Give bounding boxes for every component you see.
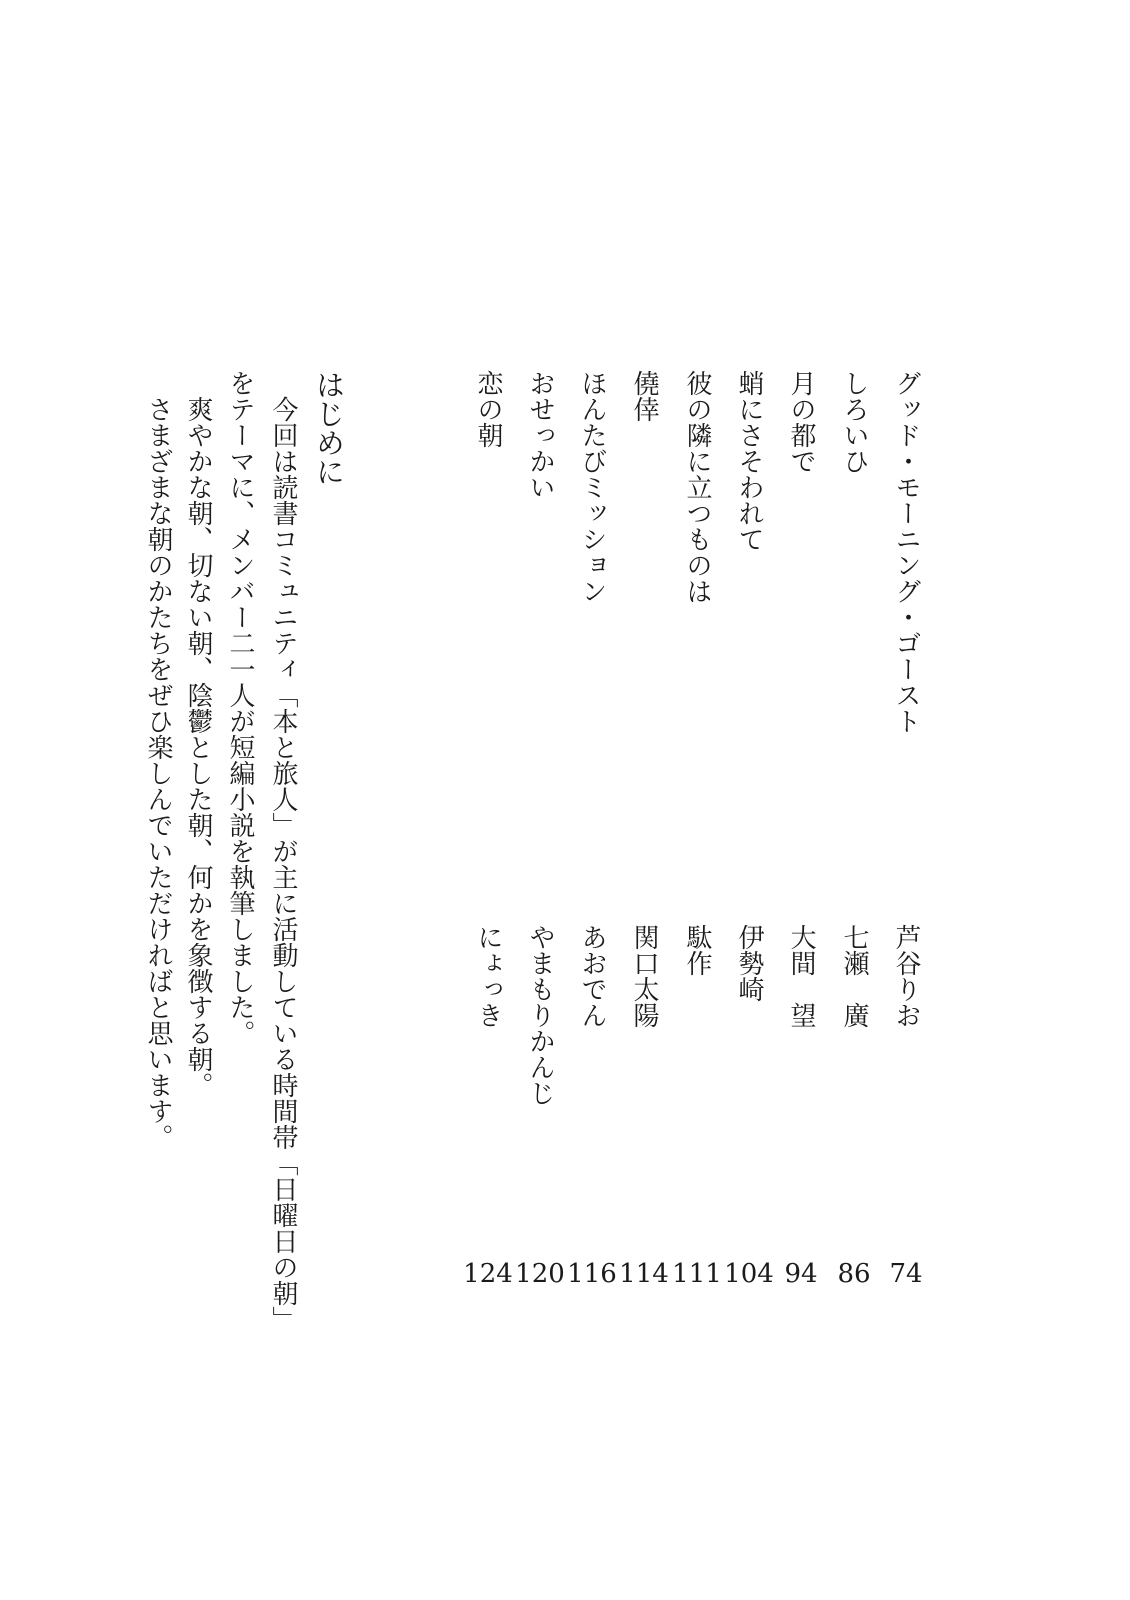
toc-page-number: 111 <box>672 1259 722 1289</box>
toc-page-number: 120 <box>515 1259 565 1289</box>
toc-title: 彼の隣に立つものは <box>682 370 712 604</box>
toc-title: ほんたびミッション <box>577 370 607 604</box>
toc-page-number: 104 <box>724 1259 774 1289</box>
toc-title: 蛸にさそわれて <box>734 370 764 552</box>
intro-text-line: 今回は読書コミュニティ「本と旅人」が主に活動している時間帯「日曜日の朝」 <box>268 396 298 1332</box>
toc-author: 芦谷りお <box>891 924 921 1028</box>
toc-author: あおでん <box>577 924 607 1028</box>
toc-page-number: 116 <box>567 1259 617 1289</box>
toc-author: 大間 望 <box>786 924 816 1028</box>
toc-author: にょっき <box>473 924 503 1028</box>
toc-author: 伊勢崎 <box>734 924 764 1002</box>
intro-text-line: さまざまな朝のかたちをぜひ楽しんでいただければと思います。 <box>143 396 173 1150</box>
toc-title: 僥倖 <box>629 370 659 422</box>
toc-title: おせっかい <box>525 370 555 500</box>
toc-author: やまもりかんじ <box>525 924 555 1106</box>
toc-page-number: 114 <box>619 1259 669 1289</box>
toc-author: 関口太陽 <box>629 924 659 1028</box>
toc-author: 七瀬 廣 <box>839 924 869 1028</box>
toc-author: 駄作 <box>682 924 712 976</box>
intro-text-line: 爽やかな朝、切ない朝、陰鬱とした朝、何かを象徴する朝。 <box>183 396 213 1098</box>
toc-title: しろいひ <box>839 370 869 474</box>
toc-title: 月の都で <box>786 370 816 474</box>
intro-text-line: をテーマに、メンバー二一人が短編小説を執筆しました。 <box>225 370 255 1046</box>
intro-heading: はじめに <box>312 370 346 486</box>
toc-page-number: 94 <box>784 1259 818 1289</box>
toc-title: グッド・モーニング・ゴースト <box>891 370 921 734</box>
toc-page-number: 74 <box>889 1259 923 1289</box>
toc-title: 恋の朝 <box>473 370 503 448</box>
toc-page-number: 86 <box>837 1259 871 1289</box>
toc-page-number: 124 <box>463 1259 513 1289</box>
